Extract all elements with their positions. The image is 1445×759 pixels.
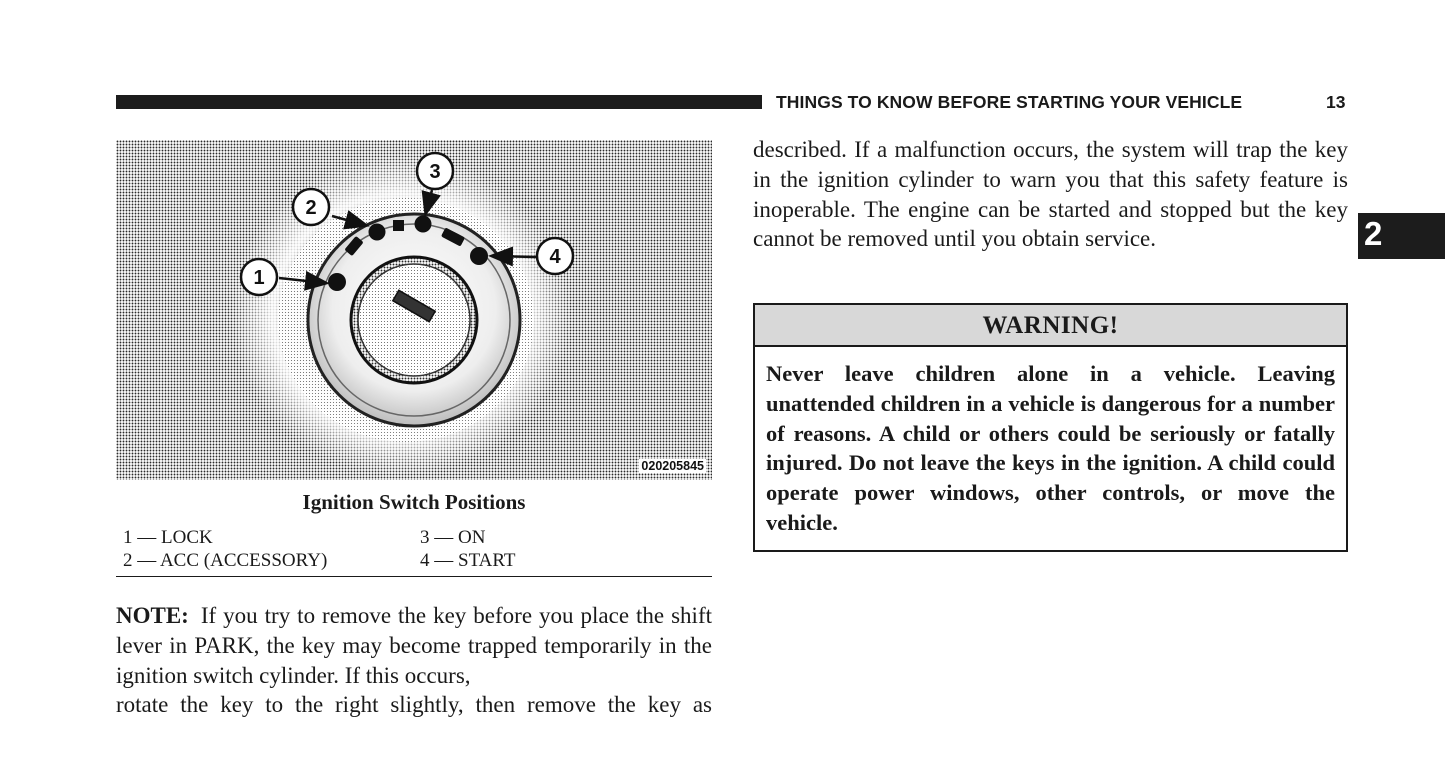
position-square: [393, 220, 404, 231]
figure-caption: Ignition Switch Positions: [302, 490, 526, 514]
callout-1-label: 1: [253, 267, 265, 289]
page-number: 13: [1326, 92, 1346, 112]
note-text-last-line: rotate the key to the right slightly, then remove the key as: [116, 692, 712, 718]
position-dot-acc: [369, 224, 386, 241]
note-paragraph: [116, 601, 712, 720]
ignition-switch-illustration: [116, 140, 712, 480]
chapter-tab: [1358, 213, 1445, 259]
callout-4: [537, 238, 573, 274]
callout-3-label: 3: [429, 161, 441, 183]
callout-2: [293, 189, 329, 225]
warning-box: [753, 303, 1348, 552]
warning-title: WARNING!: [755, 305, 1346, 347]
callout-3: [417, 153, 453, 189]
note-label: NOTE:: [116, 603, 189, 628]
legend-item-start: 4 — START: [420, 550, 516, 571]
position-dot-on: [415, 216, 432, 233]
figure-image-id: 020205845: [641, 459, 704, 473]
legend-item-on: 3 — ON: [420, 527, 486, 548]
position-dot-start: [470, 247, 488, 265]
continued-paragraph: described. If a malfunction occurs, the system will trap the key in the ignition cylinder to warn you that this safety feature is inoperable. The engine can be started and stopped but the key cannot be removed until you obtain service.: [753, 137, 1348, 252]
legend-item-lock: 1 — LOCK: [123, 527, 213, 548]
header-rule: [116, 95, 762, 109]
callout-4-label: 4: [549, 246, 561, 268]
running-header-title: THINGS TO KNOW BEFORE STARTING YOUR VEHICLE: [776, 92, 1243, 112]
note-text: If you try to remove the key before you place the shift lever in PARK, the key may become trapped temporarily in the ignition switch cylinder. If this occurs,: [116, 603, 712, 688]
legend-item-acc: 2 — ACC (ACCESSORY): [123, 550, 328, 571]
callout-2-label: 2: [305, 197, 317, 219]
figure-legend: [116, 527, 712, 577]
ignition-switch-figure: [116, 140, 712, 480]
chapter-number: 2: [1364, 215, 1383, 252]
position-dot-lock: [328, 273, 346, 291]
warning-body: Never leave children alone in a vehicle. Leaving unattended children in a vehicle is dangerous for a number of reasons. A child or others could be seriously or fatally injured. Do not leave the keys in the ignition. A child could operate power windows, other controls, or move the vehicle.: [766, 361, 1335, 535]
callout-1: [241, 259, 277, 295]
